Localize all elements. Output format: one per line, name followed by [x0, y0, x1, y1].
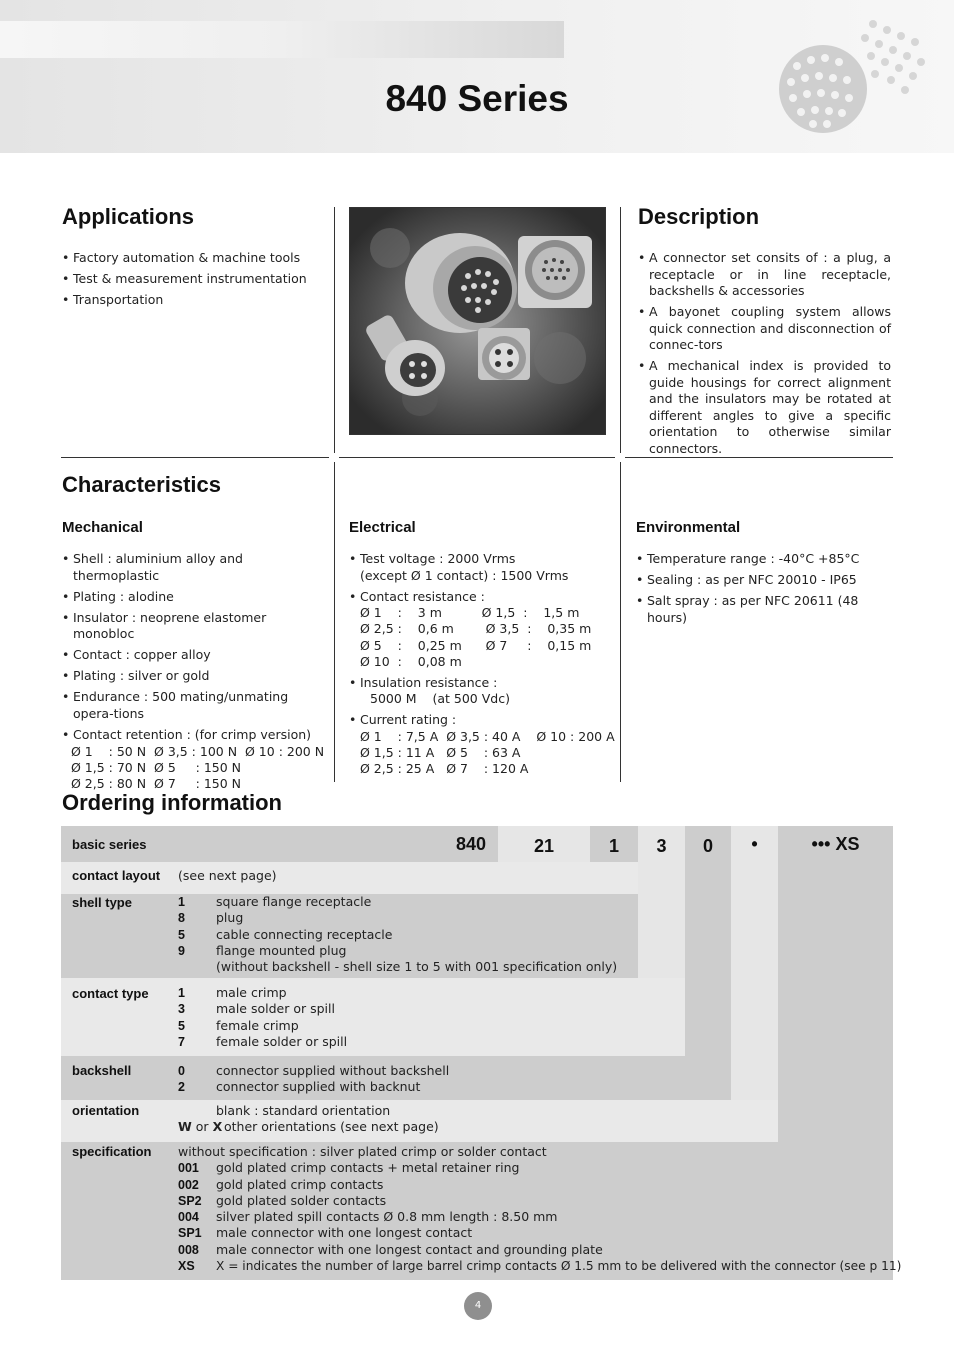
- code-specification: ••• XS: [811, 834, 860, 854]
- option-code: X: [212, 1119, 223, 1135]
- code-orientation: •: [751, 834, 758, 854]
- resistance-row: Ø 5 : 0,25 m Ø 7 : 0,15 m: [360, 637, 592, 653]
- option-code: 008: [178, 1242, 199, 1257]
- code-contact: 3: [656, 836, 667, 856]
- label-basic-series: basic series: [72, 837, 147, 852]
- list-item: [349, 589, 615, 671]
- environmental-list: [636, 551, 893, 631]
- option-text: female solder or spill: [216, 1033, 348, 1049]
- option-code: 8: [178, 911, 185, 926]
- ordering-table: [61, 826, 902, 1280]
- orientation-options: [178, 1103, 439, 1136]
- description-heading: Description: [638, 204, 760, 229]
- mechanical-heading: Mechanical: [62, 519, 143, 536]
- list-item: • A connector set consits of : a plug, a receptacle or in line receptacle, backshells & accessories: [638, 250, 891, 300]
- test-voltage-note: (except Ø 1 contact) : 1500 Vrms: [360, 567, 569, 583]
- insulation-label: Insulation resistance :: [360, 674, 498, 690]
- code-shell: 1: [608, 836, 619, 856]
- backshell-options: [178, 1063, 449, 1096]
- contact-resistance-label: Contact resistance :: [360, 588, 485, 604]
- option-code: 1: [178, 895, 185, 909]
- section-rule: [61, 457, 329, 458]
- environmental-heading: Environmental: [636, 519, 741, 536]
- description-list: [638, 250, 891, 462]
- contact-type-options: [178, 985, 347, 1050]
- option-text: plug: [216, 910, 244, 926]
- option-code: 0: [178, 1064, 185, 1078]
- option-code: 9: [178, 943, 185, 958]
- resistance-row: Ø 1 : 3 m Ø 1,5 : 1,5 m: [360, 605, 580, 621]
- option-code: 7: [178, 1034, 185, 1049]
- option-text: X = indicates the number of large barrel crimp contacts Ø 1.5 mm to be delivered with the connector (see p 11): [216, 1259, 902, 1274]
- list-item: • Temperature range : -40°C +85°C: [636, 551, 893, 568]
- label-backshell: backshell: [72, 1063, 132, 1078]
- option-text: male solder or spill: [216, 1001, 335, 1017]
- retention-row: Ø 1 : 50 N Ø 3,5 : 100 N Ø 10 : 200 N: [71, 743, 325, 759]
- mechanical-list: [62, 551, 324, 797]
- page-number: 4: [464, 1292, 492, 1320]
- option-code: 1: [178, 986, 185, 1000]
- option-code: [178, 959, 216, 975]
- option-text: connector supplied with backnut: [216, 1079, 421, 1095]
- option-text: gold plated solder contacts: [216, 1192, 387, 1208]
- section-rule: [339, 457, 615, 458]
- header-stripe: [0, 21, 564, 58]
- resistance-row: Ø 10 : 0,08 m: [360, 653, 462, 669]
- page-title: 840 Series: [385, 78, 569, 119]
- row-contact-type: [61, 978, 685, 1056]
- list-item: • Shell : aluminium alloy and thermoplastic: [62, 551, 324, 584]
- test-voltage: Test voltage : 2000 Vrms: [360, 551, 516, 566]
- option-text: (without backshell - shell size 1 to 5 with 001 specification only): [216, 959, 618, 975]
- option-code: 3: [178, 1002, 185, 1017]
- option-code: 001: [178, 1161, 199, 1176]
- electrical-heading: Electrical: [349, 519, 416, 536]
- connectors-photo: [349, 207, 606, 435]
- list-item: • Transportation: [62, 292, 324, 309]
- label-contact-layout: contact layout: [72, 868, 161, 883]
- list-item: • Sealing : as per NFC 20010 - IP65: [636, 572, 893, 589]
- applications-heading: Applications: [62, 204, 195, 229]
- shell-type-options: [178, 894, 617, 975]
- retention-row: Ø 1,5 : 70 N Ø 5 : 150 N: [71, 759, 242, 775]
- option-code: SP1: [178, 1226, 202, 1241]
- page-header: [0, 0, 954, 153]
- list-item: • Insulator : neoprene elastomer monobloc: [62, 610, 324, 643]
- option-code: XS: [178, 1259, 195, 1274]
- option-text: connector supplied without backshell: [216, 1063, 450, 1078]
- option-text: cable connecting receptacle: [216, 926, 393, 942]
- column-divider: [334, 207, 335, 453]
- current-label: Current rating :: [360, 712, 457, 728]
- list-item: [349, 675, 615, 708]
- column-divider: [334, 462, 335, 782]
- section-rule: [625, 457, 893, 458]
- electrical-list: [349, 551, 615, 782]
- code-layout: 21: [533, 836, 555, 856]
- label-specification: specification: [72, 1144, 152, 1159]
- code-series: 840: [455, 834, 487, 854]
- contact-layout-note: (see next page): [178, 868, 277, 883]
- specification-options: [178, 1144, 901, 1274]
- option-text: gold plated crimp contacts + metal retainer ring: [216, 1160, 520, 1176]
- option-code: SP2: [178, 1193, 202, 1208]
- list-item: • Plating : alodine: [62, 589, 324, 606]
- list-item: • Plating : silver or gold: [62, 668, 324, 685]
- option-text: male crimp: [216, 985, 287, 1000]
- insulation-value: 5000 M (at 500 Vdc): [370, 691, 510, 707]
- option-code: 5: [178, 927, 185, 942]
- current-row: Ø 1,5 : 11 A Ø 5 : 63 A: [360, 745, 521, 761]
- option-code: W: [178, 1119, 192, 1135]
- option-text: square flange receptacle: [216, 894, 372, 909]
- resistance-row: Ø 2,5 : 0,6 m Ø 3,5 : 0,35 m: [360, 621, 592, 637]
- option-code: 004: [178, 1210, 199, 1225]
- label-contact-type: contact type: [72, 986, 149, 1001]
- applications-list: [62, 250, 324, 313]
- option-text: male connector with one longest contact and grounding plate: [216, 1241, 603, 1257]
- list-item: [349, 712, 615, 777]
- list-item: • A mechanical index is provided to guide housings for correct alignment and the insulators may be rotated at different angles to give a specific orientation to otherwise similar connectors.: [638, 358, 891, 457]
- list-item: • A bayonet coupling system allows quick connection and disconnection of connec-tors: [638, 304, 891, 354]
- option-or: or: [195, 1119, 209, 1135]
- option-text: other orientations (see next page): [224, 1119, 439, 1135]
- column-divider: [620, 462, 621, 782]
- ordering-heading: Ordering information: [62, 790, 282, 815]
- retention-label: Contact retention : (for crimp version): [73, 727, 312, 743]
- code-backshell: 0: [702, 836, 713, 856]
- column-divider: [620, 207, 621, 453]
- option-code: 5: [178, 1018, 185, 1033]
- list-item: • Factory automation & machine tools: [62, 250, 324, 267]
- list-item: • Endurance : 500 mating/unmating opera-tions: [62, 689, 324, 722]
- option-text: female crimp: [216, 1017, 299, 1033]
- option-code: 002: [178, 1177, 199, 1192]
- option-text: silver plated spill contacts Ø 0.8 mm length : 8.50 mm: [216, 1209, 558, 1225]
- current-row: Ø 2,5 : 25 A Ø 7 : 120 A: [360, 761, 529, 777]
- option-code: 2: [178, 1080, 185, 1095]
- label-shell-type: shell type: [72, 895, 132, 910]
- list-item: [349, 551, 615, 584]
- label-orientation: orientation: [72, 1103, 140, 1118]
- characteristics-heading: Characteristics: [62, 472, 221, 497]
- option-text: without specification : silver plated crimp or solder contact: [178, 1144, 547, 1159]
- connector-pins-logo: [775, 16, 935, 136]
- list-item: [62, 727, 324, 792]
- option-text: male connector with one longest contact: [216, 1225, 473, 1241]
- current-row: Ø 1 : 7,5 A Ø 3,5 : 40 A Ø 10 : 200 A: [360, 728, 615, 744]
- list-item: • Salt spray : as per NFC 20611 (48 hours): [636, 593, 893, 626]
- retention-row: Ø 2,5 : 80 N Ø 7 : 150 N: [71, 776, 242, 792]
- option-text: flange mounted plug: [216, 942, 347, 958]
- list-item: • Contact : copper alloy: [62, 647, 324, 664]
- option-text: blank : standard orientation: [216, 1103, 391, 1118]
- option-text: gold plated crimp contacts: [216, 1176, 384, 1192]
- list-item: • Test & measurement instrumentation: [62, 271, 324, 288]
